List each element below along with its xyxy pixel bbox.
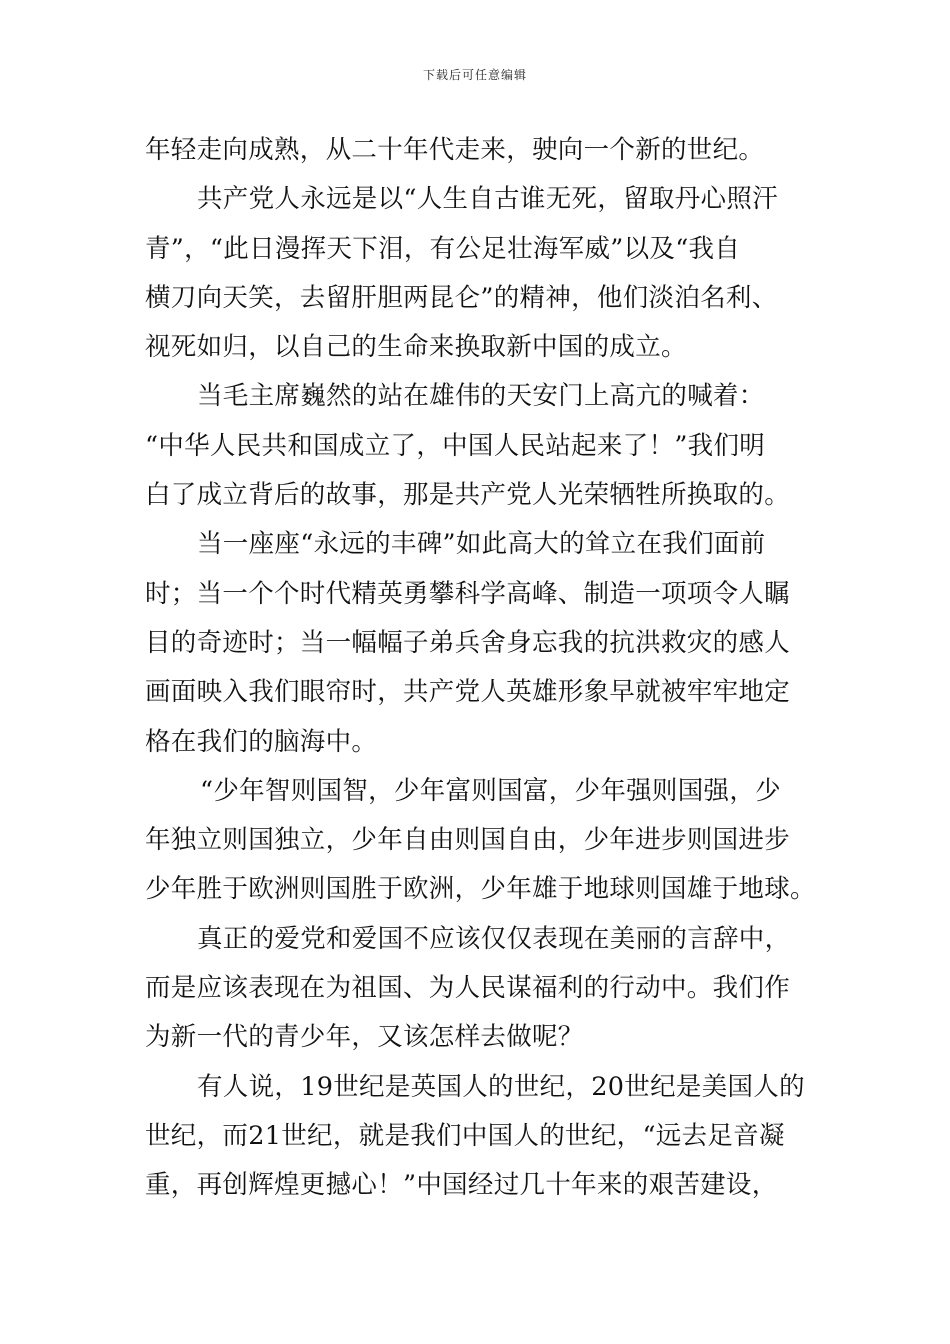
text-line: 时；当一个个时代精英勇攀科学高峰、制造一项项令人瞩 <box>145 578 791 609</box>
paragraph-start-line: 当毛主席巍然的站在雄伟的天安门上高亢的喊着： <box>197 381 765 412</box>
text-line: 年轻走向成熟，从二十年代走来，驶向一个新的世纪。 <box>145 135 765 165</box>
text-line: 视死如归，以自己的生命来换取新中国的成立。 <box>145 332 687 363</box>
paragraph-start-line: 真正的爱党和爱国不应该仅仅表现在美丽的言辞中， <box>197 923 791 954</box>
text-line: “中华人民共和国成立了，中国人民站起来了！”我们明 <box>145 430 766 461</box>
text-line: 年独立则国独立，少年自由则国自由，少年进步则国进步 <box>145 825 791 856</box>
text-line: 为新一代的青少年，又该怎样去做呢？ <box>145 1022 584 1053</box>
text-line: 目的奇迹时；当一幅幅子弟兵舍身忘我的抗洪救灾的感人 <box>145 627 791 658</box>
page-header: 下载后可任意编辑 <box>422 68 527 82</box>
text-line: 横刀向天笑，去留肝胆两昆仑”的精神，他们淡泊名利、 <box>145 282 778 313</box>
text-line: 重，再创辉煌更撼心！”中国经过几十年来的艰苦建设， <box>145 1170 778 1201</box>
paragraph-start-line: “少年智则国智，少年富则国富，少年强则国强，少 <box>200 775 781 806</box>
text-line: 世纪，而21世纪，就是我们中国人的世纪，“远去足音凝 <box>145 1120 785 1151</box>
text-line: 青”，“此日漫挥天下泪，有公足壮海军威”以及“我自 <box>145 233 741 264</box>
text-line: 白了成立背后的故事，那是共产党人光荣牺牲所换取的。 <box>145 480 791 511</box>
text-line: 格在我们的脑海中。 <box>145 726 378 757</box>
body-text <box>145 126 816 1211</box>
paragraph-start-line: 当一座座“永远的丰碑”如此高大的耸立在我们面前 <box>197 529 766 560</box>
text-line: 少年胜于欧洲则国胜于欧洲，少年雄于地球则国雄于地球。 <box>145 874 816 905</box>
text-line: 而是应该表现在为祖国、为人民谋福利的行动中。我们作 <box>145 973 791 1004</box>
paragraph-start-line: 共产党人永远是以“人生自古谁无死，留取丹心照汗 <box>197 184 778 215</box>
text-line: 画面映入我们眼帘时，共产党人英雄形象早就被牢牢地定 <box>145 677 791 708</box>
paragraph-start-line: 有人说，19世纪是英国人的世纪，20世纪是美国人的 <box>197 1071 805 1102</box>
